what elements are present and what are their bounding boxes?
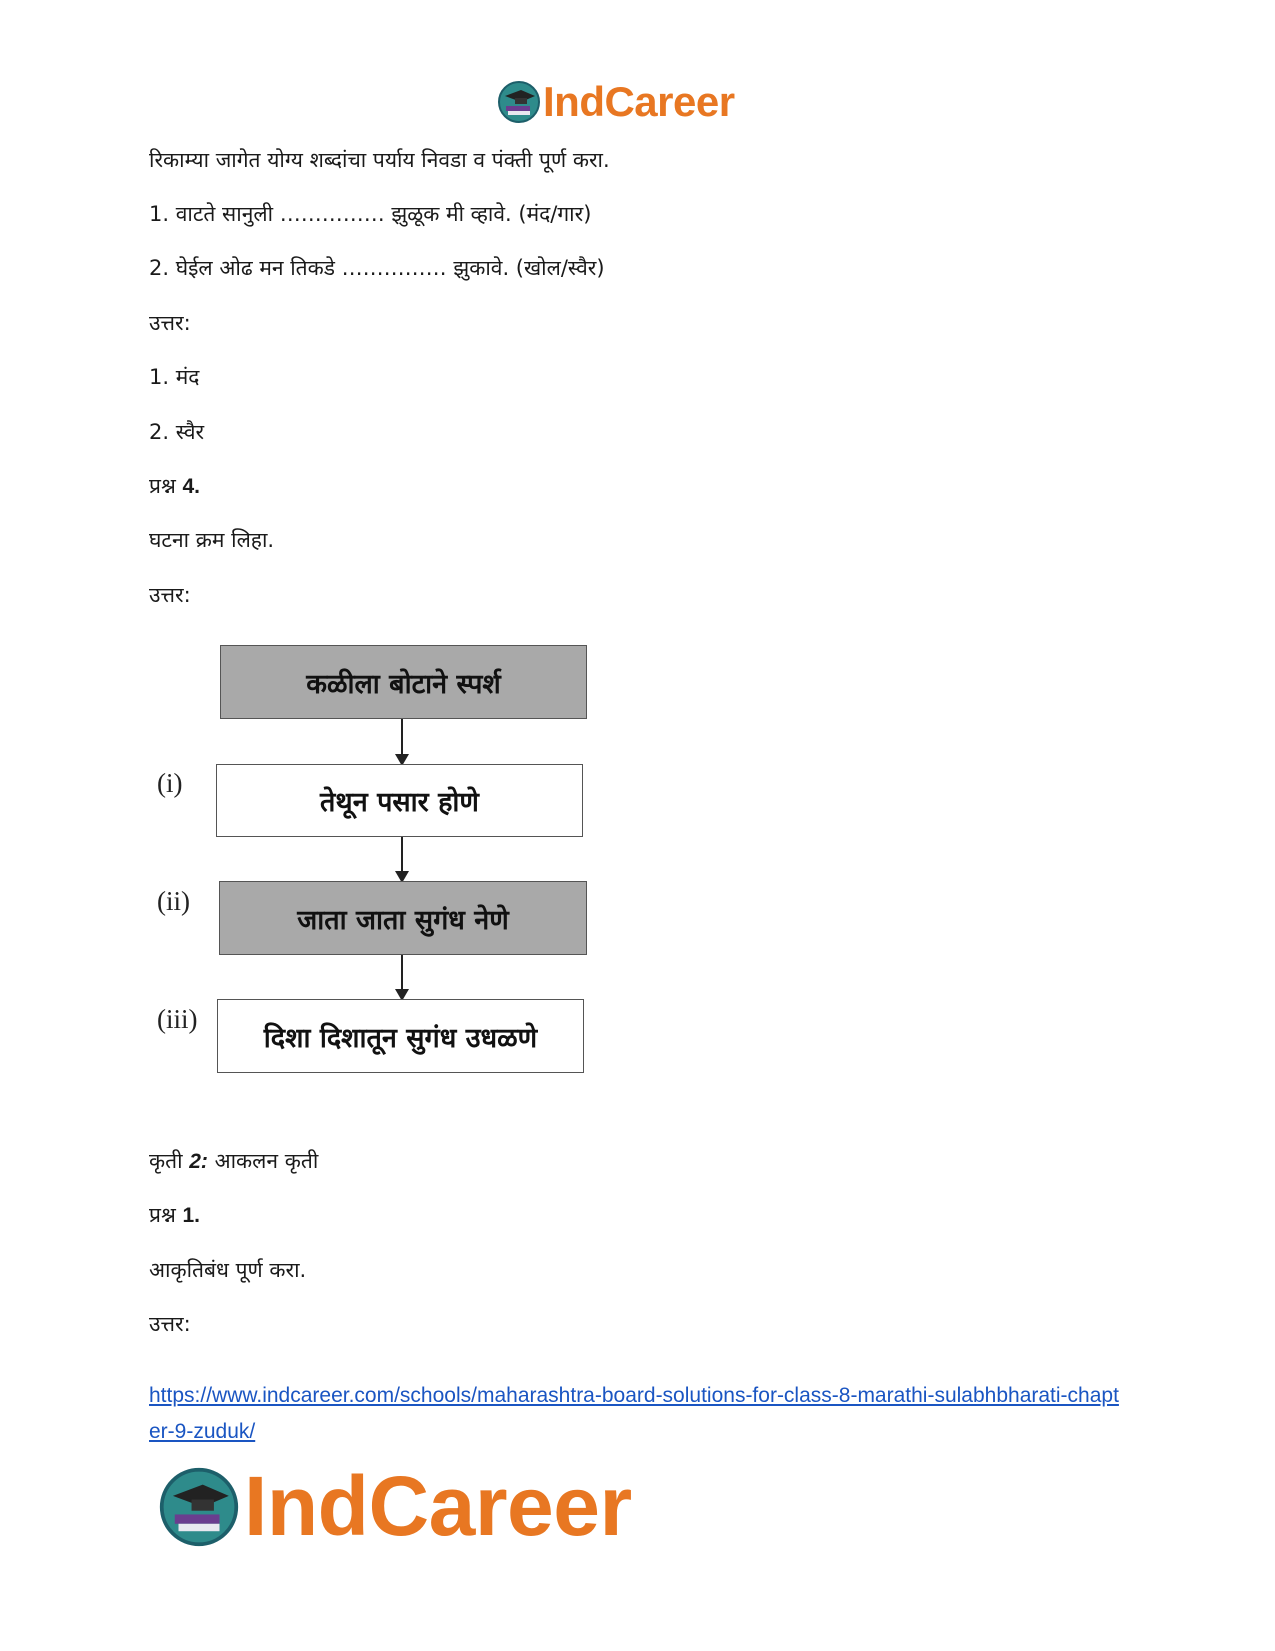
kruti-2-heading	[149, 1147, 318, 1176]
question-4-prefix: प्रश्न	[149, 474, 183, 498]
answer-label: उत्तर:	[149, 1312, 191, 1336]
flow-step-label: (iii)	[157, 1004, 198, 1034]
footer-logo-text: IndCareer	[244, 1459, 632, 1553]
question-1-number: 1.	[182, 1204, 200, 1227]
flow-step-box: दिशा दिशातून सुगंध उधळणे	[217, 999, 584, 1073]
kruti-number: 2:	[189, 1150, 208, 1173]
graduation-cap-books-icon	[158, 1466, 240, 1548]
question-4-text: घटना क्रम लिहा.	[149, 528, 275, 552]
footer-logo	[158, 1458, 632, 1555]
answer-label: उत्तर:	[149, 311, 191, 335]
answer-1: 1. मंद	[149, 365, 200, 389]
kruti-prefix: कृती	[149, 1149, 190, 1173]
question-1-prefix: प्रश्न	[149, 1203, 183, 1227]
question-1-heading	[149, 1201, 200, 1230]
flow-step-box: जाता जाता सुगंध नेणे	[219, 881, 587, 955]
question-4-number: 4.	[182, 475, 200, 498]
question-2: 2. घेईल ओढ मन तिकडे …………… झुकावे. (खोल/स्वैर)	[149, 256, 605, 280]
question-4-heading	[149, 472, 200, 501]
flow-arrow	[401, 719, 403, 764]
answer-2: 2. स्वैर	[149, 420, 205, 444]
question-1-text: आकृतिबंध पूर्ण करा.	[149, 1258, 307, 1282]
header-logo-text: IndCareer	[543, 78, 735, 125]
answer-label: उत्तर:	[149, 583, 191, 607]
flow-step-label: (ii)	[157, 886, 190, 916]
source-link[interactable]: https://www.indcareer.com/schools/maharashtra-board-solutions-for-class-8-marathi-sulabhbharati-chapter-9-zuduk/	[149, 1384, 1119, 1443]
header-logo	[497, 78, 735, 126]
question-1: 1. वाटते सानुली …………… झुळूक मी व्हावे. (मंद/गार)	[149, 202, 592, 226]
flow-arrow	[401, 955, 403, 999]
flow-step-box: तेथून पसार होणे	[216, 764, 583, 837]
instruction-text: रिकाम्या जागेत योग्य शब्दांचा पर्याय निवडा व पंक्ती पूर्ण करा.	[149, 148, 610, 172]
flow-start-box: कळीला बोटाने स्पर्श	[220, 645, 587, 719]
graduation-cap-books-icon	[497, 80, 541, 124]
flow-step-label: (i)	[157, 768, 183, 798]
kruti-title: आकलन कृती	[207, 1149, 319, 1173]
flow-arrow	[401, 837, 403, 881]
